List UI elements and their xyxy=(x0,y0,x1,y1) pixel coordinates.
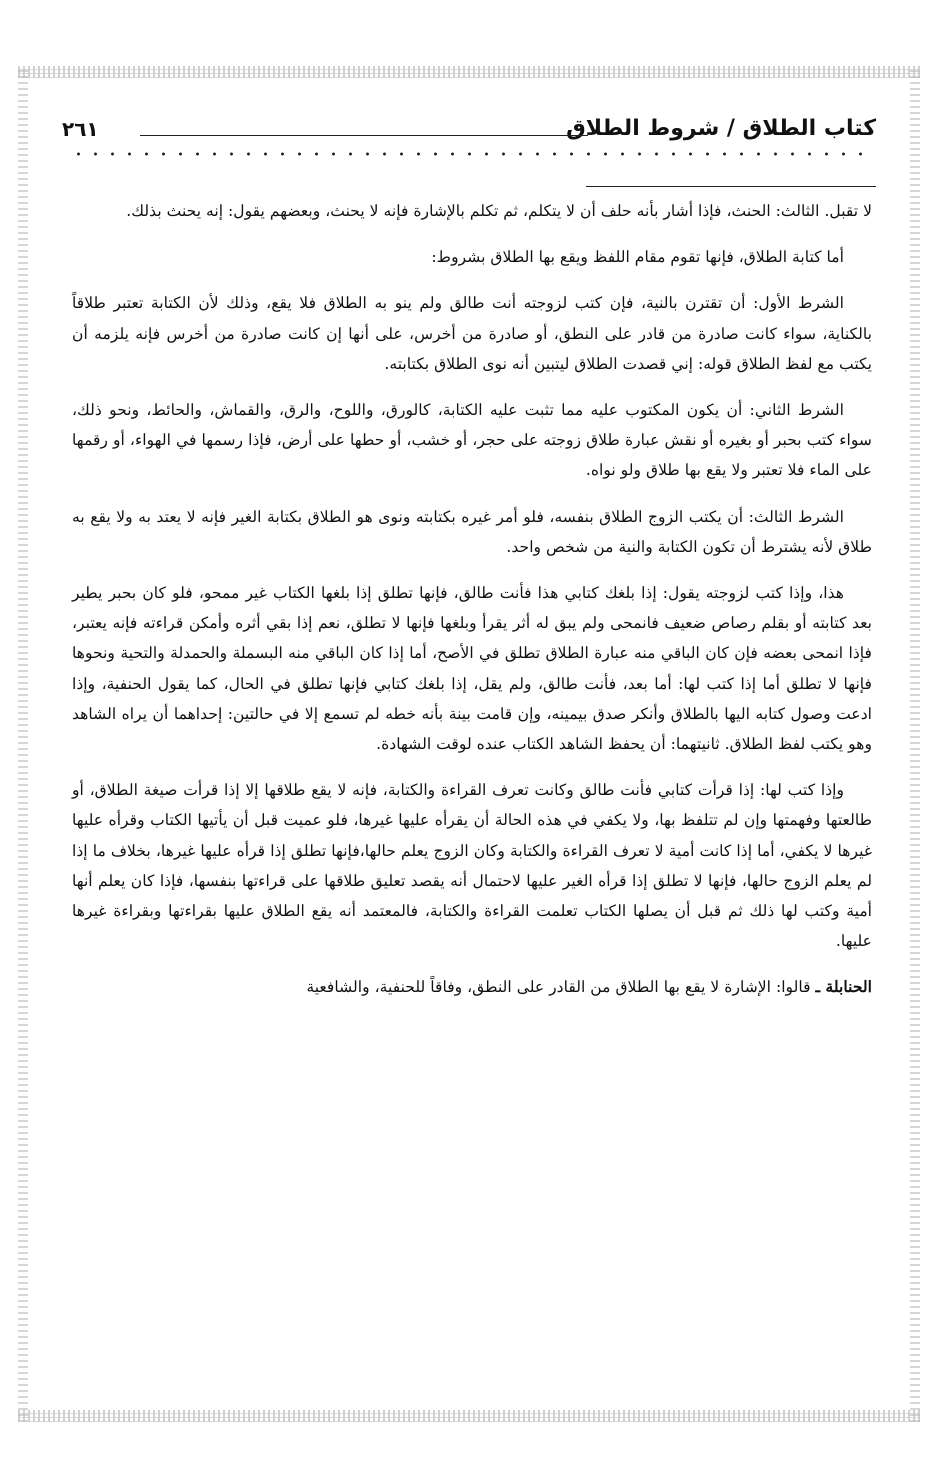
paragraph-2: أما كتابة الطلاق، فإنها تقوم مقام اللفظ ويقع بها الطلاق بشروط: xyxy=(431,248,844,267)
decorative-border-right xyxy=(910,66,920,1422)
paragraph-6: هذا، وإذا كتب لزوجته يقول: إذا بلغك كتابي هذا فأنت طالق، فإنها تطلق إذا بلغها الكتاب غير ممحو، فلو كان بحبر يطير بعد كتابته أو بقلم رصاص ضعيف فانمحى ولم يبق له أثر يقرأ وبلغها فإنها لا تطلق، نعم إذا بقي أثره وأمكن قراءته فإنه يعتبر، فإذا انمحى بعضه فإن كان الباقي منه عبارة الطلاق تطلق في الأصح، أما إذا كان الباقي منه البسملة والحمدلة والتحية ونحوها فإنها لا تطلق أما إذا كتب لها: أما بعد، فأنت طالق، ولم يقل، إذا بلغك كتابي فإنها تطلق في الحال، كما يقول الحنفية، وإذا ادعت وصول كتابه اليها بالطلاق وأنكر صدق بيمينه، وإن قامت بينة بأنه خطه لم تسمع إلا في حالتين: إحداهما أن يراه الشاهد وهو يكتب لفظ الطلاق. ثانيتهما: أن يحفظ الشاهد الكتاب عنده لوقت الشهادة. xyxy=(72,584,872,754)
decorative-border-bottom xyxy=(18,1410,920,1422)
chapter-title: كتاب الطلاق / شروط الطلاق xyxy=(566,116,876,141)
decorative-border-left xyxy=(18,66,28,1422)
header-rule xyxy=(140,135,588,136)
continuation-rule xyxy=(586,186,876,187)
paragraph-1: لا تقبل. الثالث: الحنث، فإذا أشار بأنه حلف أن لا يتكلم، ثم تكلم بالإشارة فإنه لا يحنث، وبعضهم يقول: إنه يحنث بذلك. xyxy=(126,202,872,220)
page-body xyxy=(72,196,872,1003)
paragraph-4: الشرط الثاني: أن يكون المكتوب عليه مما تثبت عليه الكتابة، كالورق، واللوح، والرق، والقماش، والحائط، ونحو ذلك، سواء كتب بحبر أو بغيره أو نقش عبارة طلاق زوجته على حجر، أو خشب، أو حطها على أرض، فإذا رسمها في الهواء، أو رقمها على الماء فلا تعتبر ولا يقع بها طلاق ولو نواه. xyxy=(72,401,872,480)
running-header xyxy=(62,112,876,172)
school-heading: الحنابلة ـ xyxy=(815,977,872,997)
paragraph-8-text: قالوا: الإشارة لا يقع بها الطلاق من القادر على النطق، وفاقاً للحنفية، والشافعية xyxy=(306,978,816,997)
paragraph-7: وإذا كتب لها: إذا قرأت كتابي فأنت طالق وكانت تعرف القراءة والكتابة، فإنه لا يقع طلاقها إلا إذا قرأت صيغة الطلاق، أو طالعتها وفهمتها وإن لم تتلفظ بها، ولا يكفي في هذه الحالة أن يقرأه عليها غيرها، فلو عميت قبل أن يأتيها الكتاب وقرأه عليها غيرها لا يكفي، أما إذا كانت أمية لا تعرف القراءة والكتابة وكان الزوج يعلم حالها،فإنها تطلق إذا قرأه عليها غيرها، بخلاف ما إذا لم يعلم الزوج حالها، فإنها لا تطلق إذا قرأه الغير عليها لاحتمال أنه يقصد تعليق طلاقها على قراءتها بنفسها، فإذا كان يعلم أنها أمية وكتب لها ذلك ثم قبل أن يصلها الكتاب تعلمت القراءة والكتابة، فالمعتمد أنه يقع الطلاق عليها بقراءتها وبقراءة غيرها عليها. xyxy=(72,781,872,951)
paragraph-3: الشرط الأول: أن تقترن بالنية، فإن كتب لزوجته أنت طالق ولم ينو به الطلاق فلا يقع، وذلك لأن الكتابة تعتبر طلاقاً بالكناية، سواء كانت صادرة من قادر على النطق، أو صادرة من أخرس، على أنها إن كانت صادرة من أخرس فإنه يلزمه أن يكتب مع لفظ الطلاق قوله: إني قصدت الطلاق ليتبين أنه نوى الطلاق بكتابته. xyxy=(72,294,872,373)
paragraph-8 xyxy=(72,972,872,1002)
paragraph-5: الشرط الثالث: أن يكتب الزوج الطلاق بنفسه، فلو أمر غيره بكتابته ونوى هو الطلاق بكتابة الغير فإنه لا يعتد به ولا يقع به طلاق لأنه يشترط أن تكون الكتابة والنية من شخص واحد. xyxy=(72,507,872,556)
decorative-border-top xyxy=(18,66,920,78)
page-number: ٢٦١ xyxy=(62,117,99,141)
header-dotted-line xyxy=(70,150,876,158)
